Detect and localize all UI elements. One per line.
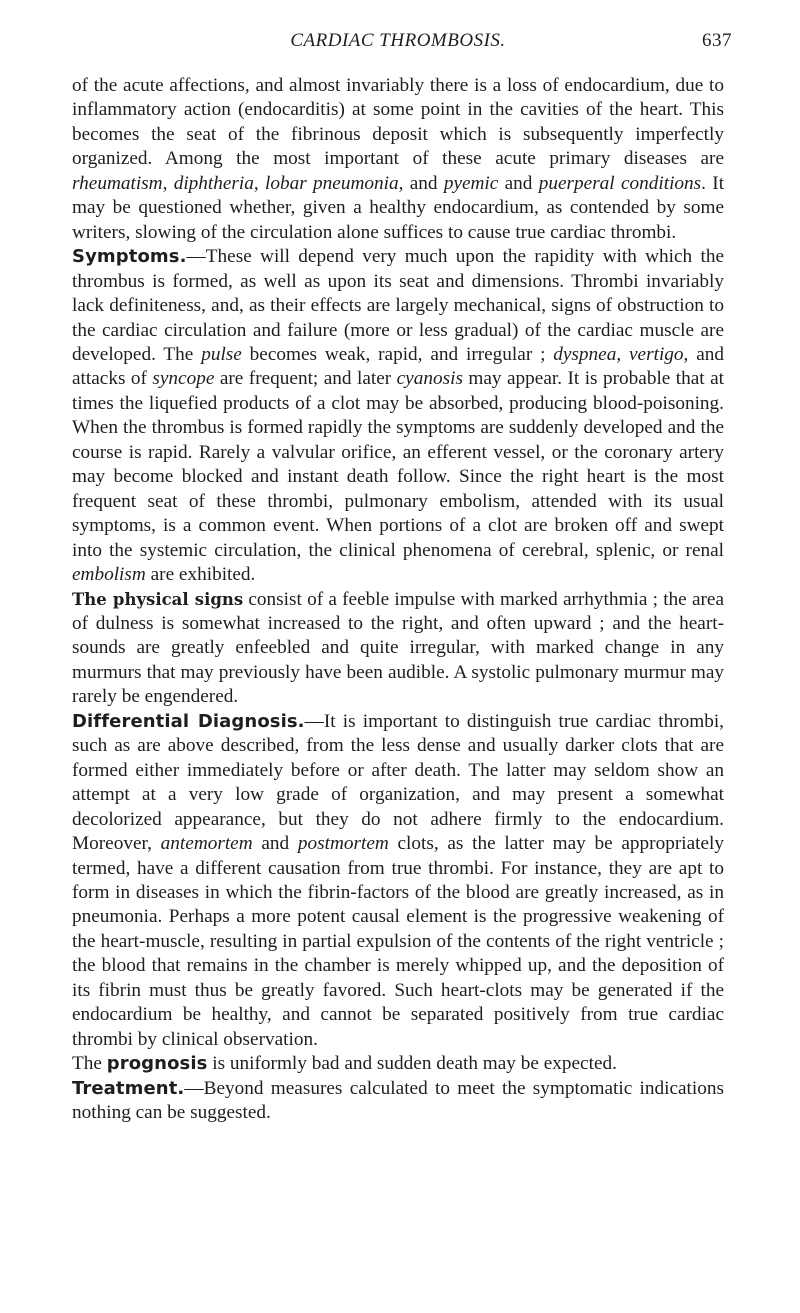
italic-term: embolism: [72, 564, 146, 586]
text-run: ,: [253, 172, 266, 194]
section-heading-differential-diagnosis: Differential Diagnosis.: [72, 710, 305, 732]
italic-term: diphtheria: [173, 172, 254, 194]
italic-term: rheumatism: [72, 172, 163, 194]
text-run: —It is important to distinguish true cardiac thrombi, such as are above described, from the less dense and usually darker clots that are formed either immediately before or after death. The latter may seldom show an attempt at a very low grade of organization, and may present a somewhat decolorized appearance, but they do not adhere firmly to the endocardium. Moreover,: [72, 710, 724, 855]
text-run: may appear. It is probable that at times the liquefied products of a clot may be absorbed, producing blood-poisoning. When the thrombus is formed rapidly the symptoms are suddenly developed and the course is rapid. Rarely a valvular orifice, an efferent vessel, or the coronary artery may become blocked and instant death follow. Since the right heart is the most frequent seat of these thrombi, pulmonary embolism, attended with its usual symptoms, is a common event. When portions of a clot are broken off and swept into the systemic circulation, the clinical phenomena of cerebral, splenic, or renal: [72, 368, 725, 561]
text-run: ,: [162, 172, 174, 194]
subheading-physical-signs: The physical signs: [72, 589, 244, 609]
text-run: , and: [398, 172, 444, 194]
paragraph-symptoms: [72, 245, 724, 587]
text-run: —These will depend very much upon the rapidity with which the thrombus is formed, as well as upon its seat and dimensions. Thrombi invariably lack definiteness, and, as their effects are largely mechanical, signs of obstruction to the cardiac circulation and failure (more or less gradual) of the cardiac muscle are developed. The: [72, 246, 724, 365]
running-title: CARDIAC THROMBOSIS.: [290, 30, 506, 51]
italic-term: syncope: [152, 368, 215, 390]
italic-term: pulse: [201, 343, 242, 365]
text-run: clots, as the latter may be appropriately termed, have a different causation from true thrombi. For instance, they are apt to form in diseases in which the fibrin-factors of the blood are greatly increased, as in pneumonia. Perhaps a more potent causal element is the progressive weakening of the heart-muscle, resulting in partial expulsion of the contents of the right ventricle ; the blood that remains in the chamber is merely whipped up, and the deposition of its fibrin must thus be greatly favored. Such heart-clots may be generated if the endocardium be healthy, and cannot be separated positively from true cardiac thrombi by clinical observation.: [72, 833, 725, 1050]
italic-term: cyanosis: [396, 368, 463, 390]
text-run: are exhibited.: [145, 564, 256, 586]
section-heading-treatment: Treatment.: [72, 1077, 185, 1099]
text-run: , and attacks of: [72, 343, 724, 390]
text-run: —Beyond measures calculated to meet the symptomatic indications nothing can be suggested.: [72, 1077, 724, 1124]
italic-term: pyemic: [443, 172, 499, 194]
italic-term: vertigo: [629, 343, 684, 365]
text-run: and: [252, 833, 298, 855]
text-run: of the acute affections, and almost invariably there is a loss of endocardium, due to inflammatory action (endocarditis) at some point in the cavities of the heart. This becomes the seat of the fibrinous deposit which is subsequently imperfectly organized. Among the most important of these acute primary diseases are: [72, 75, 724, 170]
text-run: The: [72, 1053, 107, 1075]
text-run: ,: [616, 343, 630, 365]
italic-term: postmortem: [297, 833, 389, 855]
section-heading-symptoms: Symptoms.: [72, 246, 187, 268]
paragraph-prognosis: [72, 1052, 724, 1076]
paragraph-treatment: [72, 1077, 724, 1126]
paragraph-differential-diagnosis: [72, 710, 724, 1052]
italic-term: antemortem: [160, 833, 253, 855]
section-heading-prognosis: prognosis: [106, 1053, 208, 1075]
text-run: is uniformly bad and sudden death may be expected.: [207, 1053, 617, 1075]
text-run: becomes weak, rapid, and irregular ;: [241, 343, 554, 365]
paragraph-intro: [72, 74, 724, 245]
text-run: are frequent; and later: [214, 368, 397, 390]
page-number: 637: [702, 30, 732, 51]
page-body: [72, 74, 724, 1125]
running-head: [72, 30, 732, 54]
paragraph-physical-signs: [72, 588, 724, 710]
body-text: [72, 74, 724, 1125]
text-run: and: [498, 172, 539, 194]
italic-term: puerperal conditions: [538, 172, 702, 194]
italic-term: dyspnea: [553, 343, 617, 365]
text-run: consist of a feeble impulse with marked arrhythmia ; the area of dulness is somewhat increased to the right, and often upward ; and the heart-sounds are greatly enfeebled and quite irregular, with marked change in any murmurs that may previously have been audible. A systolic pulmonary murmur may rarely be engendered.: [72, 588, 724, 708]
text-run: . It may be questioned whether, given a healthy endocardium, as contended by some writers, slowing of the circulation alone suffices to cause true cardiac thrombi.: [72, 172, 725, 243]
italic-term: lobar pneumonia: [265, 172, 399, 194]
